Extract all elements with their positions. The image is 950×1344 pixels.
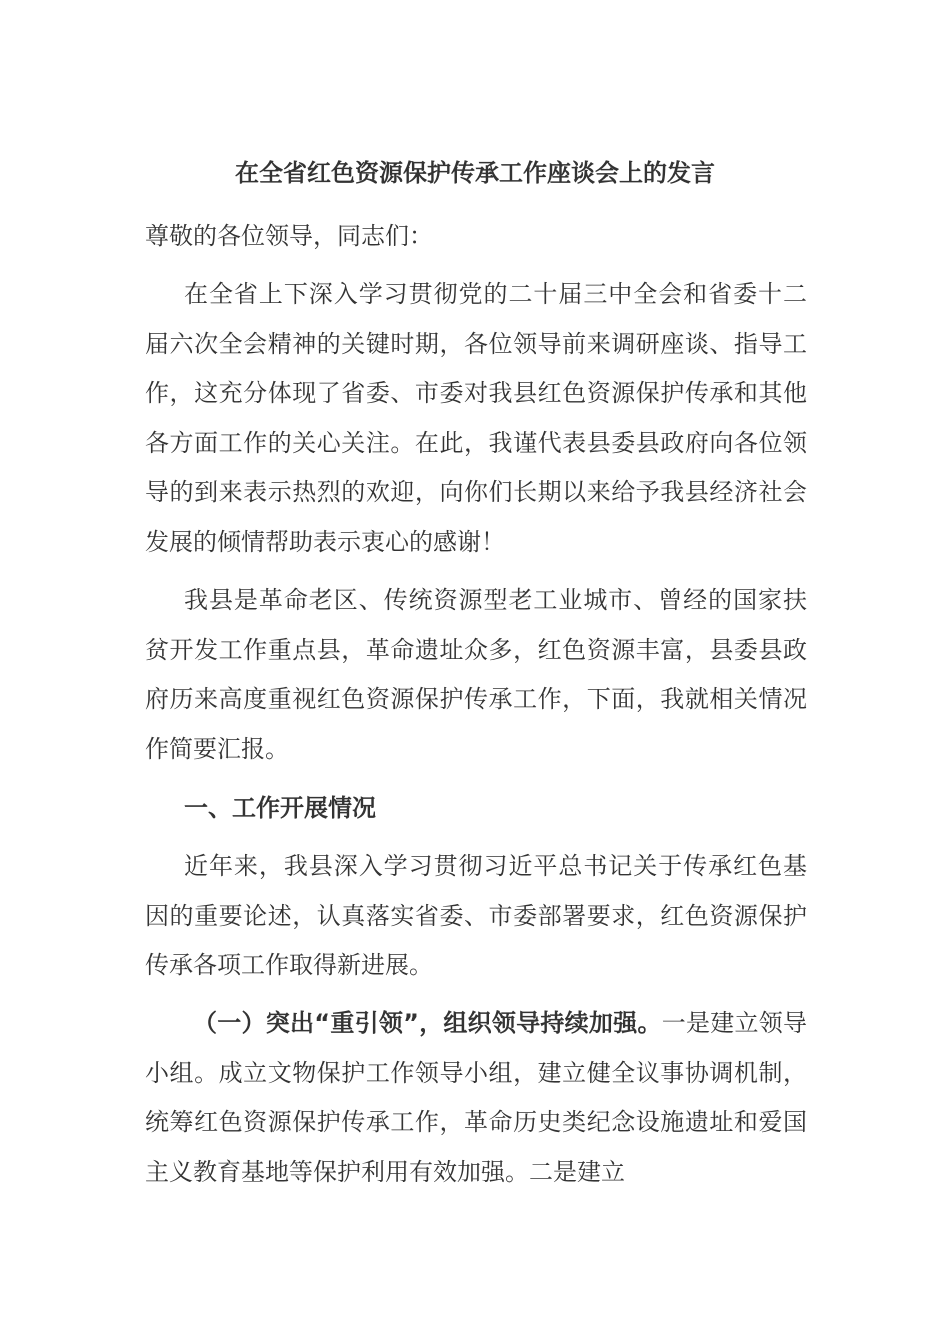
subsection-body: 一是建立领导小组。成立文物保护工作领导小组，建立健全议事协调机制，统筹红色资源保护传承工作，革命历史类纪念设施遗址和爱国主义教育基地等保护利用有效加强。二是建立 [145, 1009, 808, 1186]
paragraph-opening: 在全省上下深入学习贯彻党的二十届三中全会和省委十二届六次全会精神的关键时期，各位领导前来调研座谈、指导工作，这充分体现了省委、市委对我县红色资源保护传承和其他各方面工作的关心关注。在此，我谨代表县委县政府向各位领导的到来表示热烈的欢迎，向你们长期以来给予我县经济社会发展的倾情帮助表示衷心的感谢！ [145, 280, 807, 556]
paragraph-subsection-leadership [145, 999, 807, 1197]
document-title: 在全省红色资源保护传承工作座谈会上的发言 [235, 159, 715, 187]
section-heading-work-progress: 一、工作开展情况 [184, 794, 376, 822]
salutation: 尊敬的各位领导，同志们： [145, 222, 433, 250]
paragraph-county-intro: 我县是革命老区、传统资源型老工业城市、曾经的国家扶贫开发工作重点县，革命遗址众多，红色资源丰富，县委县政府历来高度重视红色资源保护传承工作，下面，我就相关情况作简要汇报。 [145, 586, 807, 763]
paragraph-recent-years: 近年来，我县深入学习贯彻习近平总书记关于传承红色基因的重要论述，认真落实省委、市委部署要求，红色资源保护传承各项工作取得新进展。 [145, 852, 807, 979]
subsection-lead: （一）突出“重引领”，组织领导持续加强。 [193, 1009, 662, 1037]
